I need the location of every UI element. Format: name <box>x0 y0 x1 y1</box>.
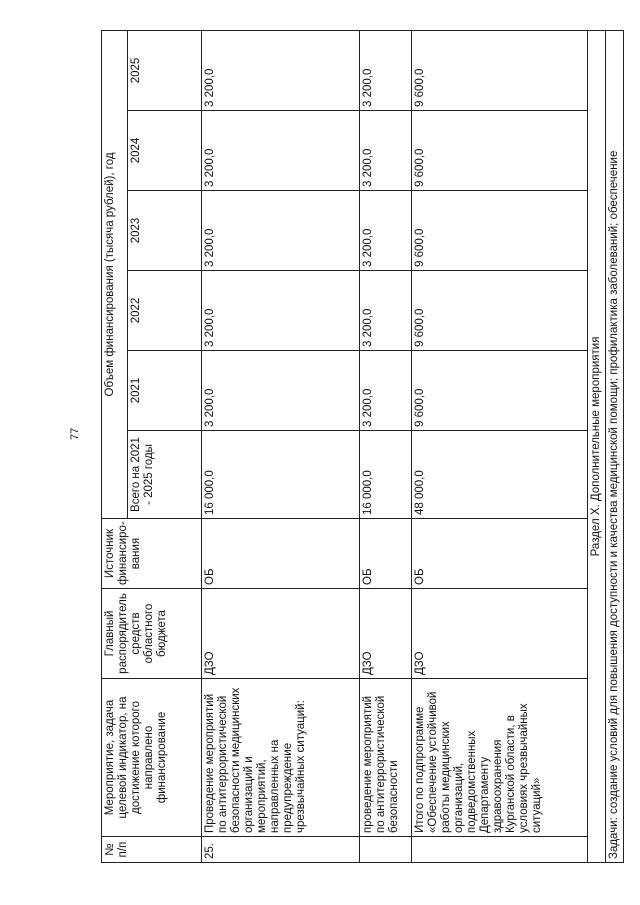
col-year-header: 2025 <box>128 30 202 110</box>
year-cell: 3 200,0 <box>202 271 360 351</box>
year-cell: 3 200,0 <box>202 30 360 110</box>
activity-cell: проведение мероприятий по антитеррористической безопасности <box>360 679 412 837</box>
funding-volume-header: Объем финансирования (тысяча рублей), год <box>102 30 128 518</box>
source-cell: ОБ <box>412 519 588 589</box>
tasks-row <box>606 30 624 862</box>
row-number <box>412 837 588 863</box>
total-cell: 16 000,0 <box>202 431 360 519</box>
manager-cell: ДЗО <box>360 589 412 679</box>
year-cell: 3 200,0 <box>360 351 412 431</box>
col-year-header: 2024 <box>128 111 202 191</box>
col-source-header: Источник финансиро-вания <box>102 519 202 589</box>
col-year-header: 2023 <box>128 191 202 271</box>
col-number-header: № п/п <box>102 837 202 863</box>
col-year-header: 2021 <box>128 351 202 431</box>
total-cell: 16 000,0 <box>360 431 412 519</box>
source-cell: ОБ <box>360 519 412 589</box>
year-cell: 3 200,0 <box>202 191 360 271</box>
col-total-header: Всего на 2021 - 2025 годы <box>128 431 202 519</box>
row-number <box>360 837 412 863</box>
activity-cell: Итого по подпрограмме «Обеспечение устойчивой работы медицинских организаций, подведомственных Департаменту здравоохранения Курганской области, в условиях чрезвычайных ситуаций» <box>412 679 588 837</box>
section-heading-row <box>588 30 606 862</box>
manager-cell: ДЗО <box>202 589 360 679</box>
year-cell: 3 200,0 <box>360 191 412 271</box>
page-number: 77 <box>69 427 81 440</box>
row-number: 25. <box>202 837 360 863</box>
year-cell: 3 200,0 <box>360 271 412 351</box>
activity-cell: Проведение мероприятий по антитеррористической безопасности медицинских организаций и мероприятий, направленных на предупреждение чрезвычайных ситуаций: <box>202 679 360 837</box>
year-cell: 3 200,0 <box>360 30 412 110</box>
manager-cell: ДЗО <box>412 589 588 679</box>
year-cell: 9 600,0 <box>412 30 588 110</box>
year-cell: 3 200,0 <box>360 111 412 191</box>
year-cell: 9 600,0 <box>412 271 588 351</box>
section-heading: Раздел X. Дополнительные мероприятия <box>588 30 606 862</box>
rotated-table-container <box>101 31 620 863</box>
year-cell: 3 200,0 <box>202 111 360 191</box>
source-cell: ОБ <box>202 519 360 589</box>
budget-table <box>101 30 624 863</box>
year-cell: 9 600,0 <box>412 351 588 431</box>
col-year-header: 2022 <box>128 271 202 351</box>
table-row <box>412 30 588 862</box>
year-cell: 3 200,0 <box>202 351 360 431</box>
col-activity-header: Мероприятие, задача целевой индикатор, на достижение которого направлено финансирование <box>102 679 202 837</box>
year-cell: 9 600,0 <box>412 191 588 271</box>
table-row <box>360 30 412 862</box>
table-row <box>202 30 360 862</box>
col-manager-header: Главный распорядитель средств областного бюджета <box>102 589 202 679</box>
tasks-text: Задачи: создание условий для повышения доступности и качества медицинской помощи; профилактика заболеваний; обеспечение <box>606 30 624 862</box>
year-cell: 9 600,0 <box>412 111 588 191</box>
total-cell: 48 000,0 <box>412 431 588 519</box>
